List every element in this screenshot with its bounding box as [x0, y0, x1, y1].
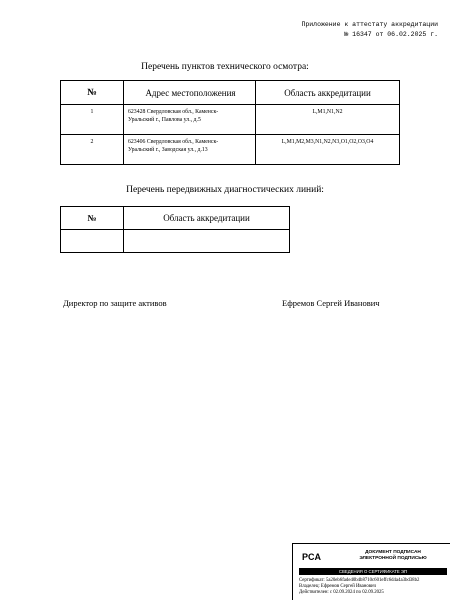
table-row	[61, 105, 400, 135]
table-row	[61, 230, 290, 253]
electronic-signature-stamp	[292, 543, 450, 600]
table-row	[61, 135, 400, 165]
address-line: 623406 Свердловская обл., Каменск-	[128, 139, 219, 145]
address-line: Уральский г., Павлова ул., д.5	[128, 117, 201, 123]
stamp-heading	[339, 550, 447, 562]
stamp-details	[299, 578, 450, 596]
stamp-logo: PCA	[302, 552, 322, 562]
stamp-validity: Действителен: с 02.09.2024 по 02.09.2025	[299, 590, 384, 595]
header-number: №	[61, 207, 124, 230]
attachment-note-line2: № 16347 от 06.02.2025 г.	[344, 31, 438, 38]
inspection-points-table	[60, 80, 400, 165]
row-scope: L,M1,N1,N2	[256, 105, 400, 135]
empty-cell	[124, 230, 290, 253]
address-line: 623428 Свердловская обл., Каменск-	[128, 109, 219, 115]
stamp-certificate-bar: СВЕДЕНИЯ О СЕРТИФИКАТЕ ЭП	[299, 568, 447, 575]
row-scope: L,M1,M2,M3,N1,N2,N3,O1,O2,O3,O4	[256, 135, 400, 165]
row-address	[124, 135, 256, 165]
lines-section-title: Перечень передвижных диагностических линий:	[126, 185, 324, 195]
empty-cell	[61, 230, 124, 253]
header-scope: Область аккредитации	[256, 81, 400, 105]
signatory-position: Директор по защите активов	[63, 298, 167, 308]
stamp-owner: Владелец: Ефремов Сергей Иванович	[299, 584, 376, 589]
stamp-heading-line: ЭЛЕКТРОННОЙ ПОДПИСЬЮ	[359, 556, 427, 561]
attachment-note	[208, 20, 438, 40]
points-section-title: Перечень пунктов технического осмотра:	[141, 62, 309, 72]
diagnostic-lines-table	[60, 206, 290, 253]
header-number: №	[61, 81, 124, 105]
address-line: Уральский г., Заводская ул., д.13	[128, 147, 208, 153]
row-number: 2	[61, 135, 124, 165]
stamp-heading-line: ДОКУМЕНТ ПОДПИСАН	[365, 550, 421, 555]
row-number: 1	[61, 105, 124, 135]
table-header-row	[61, 207, 290, 230]
attachment-note-line1: Приложение к аттестату аккредитации	[301, 21, 438, 28]
header-scope: Область аккредитации	[124, 207, 290, 230]
row-address	[124, 105, 256, 135]
table-header-row	[61, 81, 400, 105]
signatory-name: Ефремов Сергей Иванович	[282, 298, 380, 308]
stamp-certificate: Сертификат: 5a20eb6fade40b4b8710c601effc6d4a4a3bd38b2	[299, 578, 420, 583]
header-address: Адрес местоположения	[124, 81, 256, 105]
